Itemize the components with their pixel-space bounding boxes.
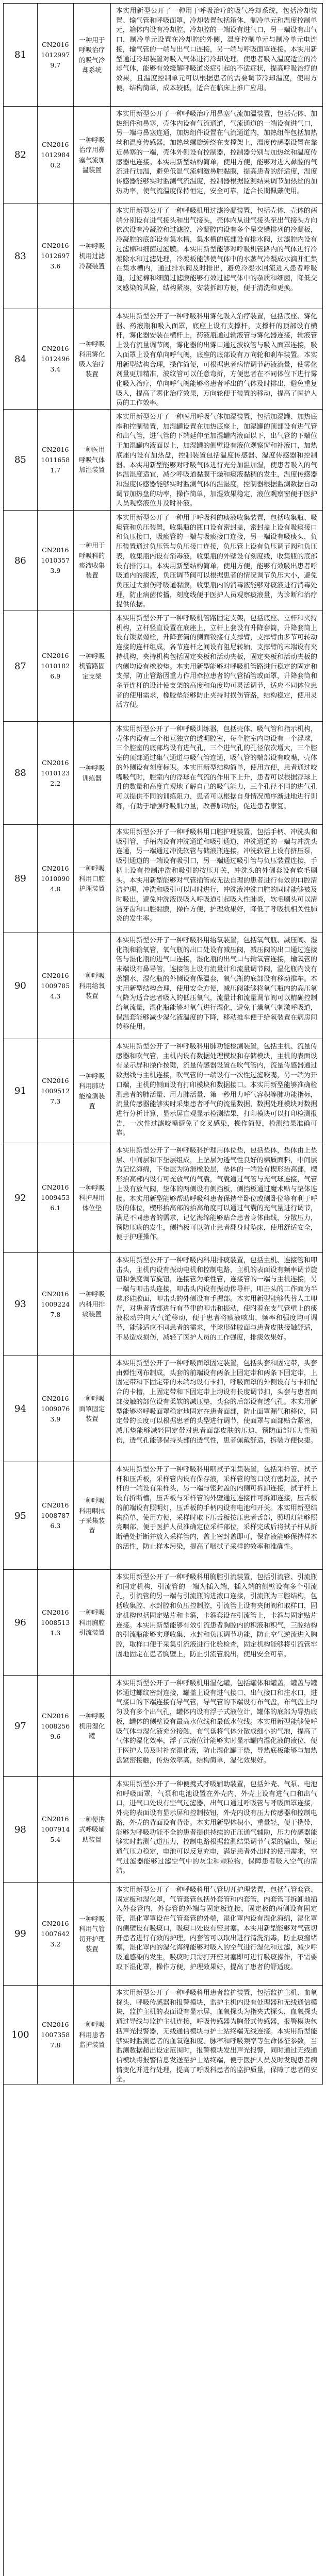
patent-number bbox=[38, 1462, 74, 1570]
table-row bbox=[4, 825, 323, 933]
patent-number bbox=[38, 1570, 74, 1676]
table-row bbox=[4, 1039, 323, 1143]
patent-name bbox=[74, 309, 111, 410]
patent-abstract-text: 本实用新型公开了一种便携式呼吸辅助装置，包括外壳、气泵、电池和呼吸面罩，气泵和电池设置在外壳内，外壳上设有进气口和出气口，进气口处设有空气过滤器，出气口通过呼吸管与呼吸面罩连接，外壳的表面设有显示屏和控制按钮，外壳内设有压力传感器和控制电路，外壳的背面设有背带。本实用新型体积小，重量轻，便于携带，能够为呼吸功能不全的患者提供持续的正压通气辅助，压力传感器能够实时监测气道压力，控制电路根据监测结果调节气泵的输出，保证通气压力稳定，电池可以反复充电，满足患者外出时的使用需求，空气过滤器能够过滤空气中的灰尘和颗粒物，保障患者吸入空气的清洁。 bbox=[116, 1781, 318, 1875]
row-number bbox=[4, 204, 38, 309]
patent-name-text: 一种呼吸科用患者监护装置 bbox=[79, 2021, 105, 2049]
patent-number-text: CN201610097854.3 bbox=[41, 971, 70, 1000]
row-number-text: 90 bbox=[14, 980, 26, 991]
patent-abstract bbox=[111, 1143, 323, 1253]
patent-number-text: CN201610090763.9 bbox=[41, 1394, 70, 1423]
patent-abstract bbox=[111, 722, 323, 825]
patent-name-text: 一种呼吸科用给氧装置 bbox=[79, 972, 105, 1000]
patent-number-text: CN201610129840.2 bbox=[41, 140, 70, 169]
patent-abstract-text: 本实用新型公开了一种呼吸科用咽拭子采集装置，包括采样管、拭子杆和压舌板，采样管内设有保存液，采样管的管口设有密封盖，拭子杆的一端设有采样头，另一端与密封盖的内侧可拆卸连接，拭子杆上设有折断槽，压舌板与采样管的外壁通过连接件可拆卸连接，压舌板的前端设有照明灯，压舌板的手柄内设有电池和开关。本实用新型结构简单，使用方便，采样时取下压舌板按压患者舌部，照明灯能够照亮咽部，便于医护人员准确定位采样部位，采样完成后将拭子杆从折断槽处折断并放入采样管内，盖上密封盖即可，保存液能够保持样本的活性，防止样本污染，提高了咽拭子采样的效率和准确性。 bbox=[116, 1466, 318, 1551]
row-number bbox=[4, 611, 38, 722]
patent-abstract bbox=[111, 309, 323, 410]
row-number bbox=[4, 511, 38, 611]
row-number bbox=[4, 1462, 38, 1570]
row-number bbox=[4, 1570, 38, 1676]
patent-abstract-text: 本实用新型公开了一种医用呼吸气体加湿装置，包括加湿罐、加热底座和控制装置，加湿罐设置在加热底座上，加湿罐的顶部设有进气管和出气管，进气管的下端延伸至加湿罐内液面以下，出气管的下端位于加湿罐内液面以上，加湿罐的侧壁设有液位观察窗和补液口，加热底座内设有加热盘，控制装置包括温度传感器、湿度传感器和控制器。本实用新型能够对呼吸气体进行充分加温加湿，使患者吸入的气体温湿度适宜，减少呼吸道黏膜干燥和痰液黏稠的发生，温度传感器和湿度传感器能够实时监测气体的温湿度，控制器根据监测数据自动调节加热盘的功率，操作简单，加湿效果稳定，液位观察窗便于医护人员观察液位并及时补液。 bbox=[116, 413, 318, 508]
table-row bbox=[4, 107, 323, 204]
patent-name bbox=[74, 511, 111, 611]
patent-name bbox=[74, 1039, 111, 1143]
patent-number bbox=[38, 4, 74, 107]
patent-abstract bbox=[111, 933, 323, 1039]
patent-number-text: CN201610073587.8 bbox=[41, 2020, 70, 2049]
patent-name-text: 一种医用呼吸气体加湿装置 bbox=[79, 446, 105, 474]
patent-name-text: 一种呼吸科用胸腔引流装置 bbox=[79, 1608, 105, 1637]
patent-number bbox=[38, 1777, 74, 1883]
patent-number bbox=[38, 204, 74, 309]
table-row bbox=[4, 1462, 323, 1570]
patent-name-text: 一种呼吸面罩固定装置 bbox=[79, 1395, 105, 1423]
patent-name-text: 一种呼吸训练器 bbox=[79, 764, 105, 782]
patent-abstract bbox=[111, 204, 323, 309]
row-number bbox=[4, 1676, 38, 1777]
patent-name-text: 一种便携式呼吸辅助装置 bbox=[79, 1815, 105, 1843]
patent-name-text: 一种呼吸机管路固定支架 bbox=[79, 652, 105, 680]
patent-number-text: CN201610076423.2 bbox=[41, 1919, 70, 1948]
row-number-text: 91 bbox=[14, 1086, 26, 1096]
patent-abstract-text: 本实用新型公开了一种呼吸科用雾化吸入治疗装置，包括底座、雾化器、药液瓶和吸入面罩，底座上设有支撑杆，支撑杆的顶部设有横杆，雾化器安装在横杆上，药液瓶通过输液管与雾化器连接，输液管上设有流量调节阀，雾化器的出雾口通过波纹管与吸入面罩连接，吸入面罩上设有单向呼气阀，底座的底部设有万向轮和刹车装置。本实用新型结构合理，操作简便，可根据患者病情调节药液流量，使雾化剂量更加精准，波纹管可以任意弯折，方便患者在不同体位下进行雾化吸入治疗，单向呼气阀能够将患者呼出的气体及时排出，避免重复吸入，提高了雾化治疗效果，万向轮便于装置的移动，提高了医护人员的工作效率。 bbox=[116, 313, 318, 408]
patent-number-text: CN201610129979.7 bbox=[41, 40, 70, 69]
row-number-text: 96 bbox=[14, 1617, 26, 1628]
patent-name-text: 一种呼吸科用咽拭子采集装置 bbox=[79, 1497, 105, 1535]
row-number bbox=[4, 1143, 38, 1253]
row-number bbox=[4, 933, 38, 1039]
table-row bbox=[4, 204, 323, 309]
row-number bbox=[4, 722, 38, 825]
patent-abstract bbox=[111, 1986, 323, 2084]
patent-abstract-text: 本实用新型公开了一种呼吸科用胸腔引流装置，包括引流管、引流瓶和固定机构，引流管的一端为插入端，插入端的侧壁设有多个引流孔，引流管的另一端与引流瓶的进液口连接，引流瓶为三腔结构，包括收集腔、水封腔和负压控制腔，引流管上设有夹闭阀和取样口，固定机构包括固定贴片和卡箍，卡箍套设在引流管上，卡箍与固定贴片连接。本实用新型能够有效引流患者胸腔内的积液和积气，三腔结构的引流瓶能够实现收集、水封和负压调节功能，防止空气逆流进入胸腔，取样口便于采集引流液进行化验检查，固定机构能够将引流管牢固地固定在患者胸壁上，防止引流管脱出，使用安全可靠。 bbox=[116, 1573, 318, 1658]
row-number bbox=[4, 1039, 38, 1143]
patent-name-text: 一种呼吸内科用排痰装置 bbox=[79, 1290, 105, 1318]
patent-abstract-text: 本实用新型公开了一种呼吸治疗用鼻塞气流加温装置，包括壳体、加热组件和鼻塞，壳体内设有气流通道，气流通道的一端设有进气口，另一端与鼻塞连通，加热组件设置在气流通道内，加热组件包括加热丝和温度传感器，加热丝螺旋缠绕在支撑架上，温度传感器设置在靠近鼻塞的一端，壳体外侧设有控制器，控制器分别与加热丝和温度传感器电连接。本实用新型结构简单，使用方便，能够对进入鼻腔的气流进行加温，避免低温气流刺激鼻腔黏膜，提高患者的舒适度，温度传感器能够实时监测气流温度，控制器根据监测结果调节加热丝的加热功率，使气流温度保持恒定，安全可靠，适合长期佩戴使用。 bbox=[116, 110, 318, 195]
table-row bbox=[4, 511, 323, 611]
patent-number-text: CN201610092247.8 bbox=[41, 1290, 70, 1318]
patent-name bbox=[74, 1883, 111, 1986]
patent-abstract-text: 本实用新型公开了一种呼吸科用患者监护装置，包括监护主机、血氧探头、呼吸传感器和报警模块，监护主机内设有处理器和无线通信模块，监护主机的表面设有显示屏，血氧探头为指夹式探头，血氧探头通过导线与监护主机连接，呼吸传感器为胸带式传感器，报警模块包括声光报警器，无线通信模块与护士站终端无线连接。本实用新型能够实时监测患者的血氧饱和度、脉率和呼吸频率等生命体征参数，当监测数据超出设定范围时，报警模块发出声光报警，同时通过无线通信模块将报警信息发送至护士站终端，便于医护人员及时发现患者病情变化并进行处理，提高了呼吸科患者的监护质量，保障了患者的安全。 bbox=[116, 1989, 318, 2084]
row-number bbox=[4, 1883, 38, 1986]
patent-number-text: CN201610126973.6 bbox=[41, 242, 70, 270]
patent-number bbox=[38, 1986, 74, 2084]
patent-abstract-text: 本实用新型公开了一种呼吸机管路固定支架，包括底座、立杆和夹持机构，立杆竖直设置在底座上，立杆上套设有升降套筒，升降套筒上设有锁紧螺栓，升降套筒的侧面铰接有支撑臂，支撑臂由多节可转动连接的连杆组成，各节连杆之间设有阻尼转轴，支撑臂的末端设有夹持机构，夹持机构包括固定夹板和活动夹板，固定夹板和活动夹板的内侧均设有橡胶垫。本实用新型能够对呼吸机管路进行稳定的固定和支撑，防止管路因重力作用牵拉患者的气管插管或面罩，升降套筒和多节连杆的设计使支架的高度和角度均可灵活调节，适应不同体位患者的使用需求，橡胶垫能够防止夹持时损伤管路，结构稳定，使用灵活方便。 bbox=[116, 615, 318, 709]
patent-abstract-text: 本实用新型公开了一种呼吸科护理用体位垫，包括垫体，垫体由上垫层、中间层和下垫层组成，上垫层为透气性良好的棉质面料，中间层为记忆海绵，下垫层为防滑橡胶层，垫体的一端设有楔形抬高部，楔形抬高部内设有可充放气的气囊，气囊通过气管与充气球连接，气管上设有放气阀，垫体的两侧设有侧挡板，侧挡板通过魔术贴与垫体连接。本实用新型能够帮助呼吸科患者保持半卧位或侧卧位等有利于呼吸的体位，楔形抬高部的抬高角度可以通过气囊的充气量进行调节，满足不同患者的需求，记忆海绵能够贴合患者身体曲线，分散压力，预防压疮的发生，侧挡板可以防止患者翻身时坠床，使用舒适安全，便于护理操作。 bbox=[116, 1147, 318, 1242]
patent-number-text: CN201610094536.1 bbox=[41, 1183, 70, 1212]
patent-name bbox=[74, 1143, 111, 1253]
patent-name bbox=[74, 1570, 111, 1676]
patent-name-text: 一种呼吸科用气管切开护理装置 bbox=[79, 1914, 105, 1953]
patent-abstract bbox=[111, 1039, 323, 1143]
patent-name-text: 一种呼吸机用湿化罐 bbox=[79, 1712, 105, 1740]
patent-number-text: CN201610101826.9 bbox=[41, 652, 70, 680]
patent-number-text: CN201610087876.3 bbox=[41, 1501, 70, 1530]
patent-number bbox=[38, 722, 74, 825]
patent-number-text: CN201610082569.6 bbox=[41, 1711, 70, 1740]
patent-abstract-text: 本实用新型公开了一种呼吸科用给氧装置，包括氧气瓶、减压阀、湿化瓶和输氧管，氧气瓶的出口处设有减压阀，减压阀的出口通过连接管与湿化瓶的进气口连接，湿化瓶的出气口与输氧管连接，输氧管的末端设有鼻导管，连接管上设有流量计和流量调节阀，湿化瓶内设有蒸馏水，湿化瓶的外侧设有保温套，氧气瓶的底部设有移动推车。本实用新型结构合理，使用安全方便，减压阀能够将氧气瓶内的高压氧气降为适合患者吸入的低压氧气，流量计和流量调节阀可以精确控制给氧流量，湿化瓶能够对氧气进行湿化，避免干燥氧气刺激呼吸道，保温套能够减少湿化液温度的下降，移动推车便于给氧装置在病房间转移使用。 bbox=[116, 937, 318, 1031]
patent-number bbox=[38, 309, 74, 410]
row-number-text: 92 bbox=[14, 1192, 26, 1204]
row-number-text: 89 bbox=[14, 873, 26, 884]
table-row bbox=[4, 1986, 323, 2084]
table-row bbox=[4, 1777, 323, 1883]
table-row bbox=[4, 1570, 323, 1676]
patent-abstract-text: 本实用新型公开了一种呼吸训练器，包括壳体、吸气管和指示机构，壳体内设有三个相互独立的透明腔室，每个腔室内均设有一个浮球，三个腔室的底部均设有进气孔，三个进气孔的孔径依次增大，三个腔室的顶部通过集气通道与吸气管连通，吸气管的端部设有咬嘴，壳体的外侧设有刻度标识。本实用新型结构简单，使用方便，患者通过咬嘴吸气时，腔室内的浮球在气流的作用下上升，患者可以根据浮球上升的数量和高度直观地了解自己的吸气能力，三个孔径不同的进气孔可以提供不同的训练阻力，患者可以根据自身情况循序渐进地进行训练，有助于增强呼吸肌力量，改善肺功能，促进患者康复。 bbox=[116, 725, 318, 810]
patent-number bbox=[38, 1253, 74, 1356]
patent-name bbox=[74, 825, 111, 933]
row-number-text: 98 bbox=[14, 1824, 26, 1835]
table-row bbox=[4, 1676, 323, 1777]
table-row bbox=[4, 611, 323, 722]
table-row bbox=[4, 1356, 323, 1462]
patent-abstract-text: 本实用新型公开了一种用于呼吸治疗的吸气冷却系统，包括冷却装置、输气管和呼吸面罩，冷却装置包括箱体、制冷单元和温度控制单元，箱体内设有冷却腔，冷却腔的一端设有进气口，另一端设有出气口，制冷单元设置在冷却腔的外侧，温度控制单元与制冷单元电连接，输气管的一端与出气口连接，另一端与呼吸面罩连接。本实用新型通过冷却装置对吸入气体进行冷却处理，使患者吸入温度适宜的冷却气体，能够有效缓解呼吸道炎症引起的不适症状，提高呼吸治疗的效果，且温度控制单元可以根据患者的需要调节冷却温度，使用方便，结构简单，成本较低，适合在临床上推广应用。 bbox=[116, 7, 318, 92]
row-number bbox=[4, 1986, 38, 2084]
patent-abstract bbox=[111, 1883, 323, 1986]
row-number-text: 93 bbox=[14, 1299, 26, 1310]
patent-number-text: CN201610095127.3 bbox=[41, 1076, 70, 1105]
patent-name bbox=[74, 1253, 111, 1356]
table-row bbox=[4, 4, 323, 107]
patent-number-text: CN201610085131.3 bbox=[41, 1608, 70, 1637]
row-number-text: 82 bbox=[14, 149, 26, 160]
patent-name bbox=[74, 107, 111, 204]
patent-number-text: CN201610101232.2 bbox=[41, 758, 70, 787]
patent-name-text: 一种呼吸机用过滤冷凝装置 bbox=[79, 242, 105, 270]
patent-number bbox=[38, 1143, 74, 1253]
row-number-text: 94 bbox=[14, 1403, 26, 1414]
patent-number bbox=[38, 1883, 74, 1986]
row-number bbox=[4, 1253, 38, 1356]
patent-name bbox=[74, 4, 111, 107]
patent-abstract bbox=[111, 1253, 323, 1356]
patent-name-text: 一种呼吸科用雾化吸入治疗装置 bbox=[79, 340, 105, 378]
patent-abstract bbox=[111, 511, 323, 611]
table-row bbox=[4, 309, 323, 410]
patent-abstract-text: 本实用新型公开了一种呼吸科用口腔护理装置，包括手柄、冲洗头和吸引管，手柄内设有冲洗通道和吸引通道，冲洗通道的一端与冲洗头连通，另一端通过冲洗软管与储液瓶连接，冲洗软管上设有挤压泵，吸引通道的一端设有吸引口，另一端通过吸引管与负压装置连接，手柄上设有控制冲洗和吸引的按压开关，冲洗头的外侧套设有软毛刷头。本实用新型能够对气管插管或无法自理的患者进行有效的口腔清洁护理，冲洗和吸引可以同时进行，冲洗液冲洗口腔的同时能够被及时吸出，避免冲洗液误吸入呼吸道引起吸入性肺炎，软毛刷头可以清洁牙齿和口腔黏膜，操作方便，护理效果好，降低了呼吸机相关性肺炎的发生率。 bbox=[116, 828, 318, 923]
patent-abstract bbox=[111, 1462, 323, 1570]
patent-number bbox=[38, 1356, 74, 1462]
patent-abstract bbox=[111, 825, 323, 933]
patent-number bbox=[38, 107, 74, 204]
row-number-text: 100 bbox=[11, 2029, 29, 2040]
row-number-text: 95 bbox=[14, 1510, 26, 1521]
patent-name-text: 一种呼吸治疗用鼻塞气流加温装置 bbox=[79, 135, 105, 174]
patent-number-text: CN201610103573.9 bbox=[41, 546, 70, 574]
patent-name bbox=[74, 1356, 111, 1462]
patent-number bbox=[38, 511, 74, 611]
patent-abstract bbox=[111, 1676, 323, 1777]
table-row bbox=[4, 1143, 323, 1253]
table-row bbox=[4, 410, 323, 511]
patent-abstract bbox=[111, 410, 323, 511]
patent-number bbox=[38, 1039, 74, 1143]
patent-abstract-text: 本实用新型公开了一种呼吸科用气管切开护理装置，包括气管套管、固定板和湿化罩，气管套管包括外套管和内套管，内套管可拆卸地插入外套管内，外套管的外端与固定板连接，固定板的两侧设有固定带，湿化罩罩设在气管套管的外端，湿化罩内设有湿化海绵，湿化罩的侧壁设有吸痰口，吸痰口处设有密封塞。本实用新型能够对气管切开患者进行有效的护理，内套管可以取出进行清洗消毒，防止痰痂堵塞，湿化罩内的湿化海绵能够对吸入的空气进行湿化和过滤，减少呼吸道感染的发生，吸痰时只需打开密封塞即可进行吸痰操作，不需要取下湿化罩，操作方便，护理效果好，提高了患者的舒适度。 bbox=[116, 1886, 318, 1971]
row-number bbox=[4, 4, 38, 107]
patent-name bbox=[74, 933, 111, 1039]
row-number-text: 86 bbox=[14, 555, 26, 566]
row-number bbox=[4, 1356, 38, 1462]
patent-number-text: CN201610079145.4 bbox=[41, 1815, 70, 1843]
patent-number bbox=[38, 410, 74, 511]
row-number bbox=[4, 410, 38, 511]
row-number-text: 83 bbox=[14, 250, 26, 262]
row-number bbox=[4, 825, 38, 933]
patent-number bbox=[38, 933, 74, 1039]
row-number-text: 81 bbox=[14, 49, 26, 60]
patent-number-text: CN201610100904.8 bbox=[41, 864, 70, 893]
patent-abstract bbox=[111, 1777, 323, 1883]
patent-abstract-text: 本实用新型公开了一种呼吸机用过滤冷凝装置，包括壳体，壳体的两端分别设有进气接头和出气接头，壳体内从进气接头至出气接头方向依次设有冷凝腔和过滤腔，冷凝腔内设有多个呈交错排列的冷凝板，冷凝腔的底部设有集水槽，集水槽的底部设有排水阀，过滤腔内设有过滤棉和细菌过滤膜。本实用新型能够对呼吸机管路内的气体进行冷凝除水和过滤处理，冷凝板能够使气体中的水蒸气冷凝成水滴并汇集在集水槽内，通过排水阀及时排出，避免冷凝水回流进入患者呼吸道，过滤棉和细菌过滤膜能够有效过滤气体中的杂质和细菌，降低交叉感染的风险，结构紧凑，安装拆卸方便，便于清洗和更换。 bbox=[116, 207, 318, 292]
patent-name bbox=[74, 204, 111, 309]
patent-abstract-text: 本实用新型公开了一种呼吸面罩固定装置，包括头套和固定带，头套由弹性网布制成，头套的前端设有两条上固定带和两条下固定带，上固定带和下固定带的末端均设有卡扣，呼吸面罩的外侧设有与卡扣配合的卡槽，上固定带和下固定带上均设有长度调节扣，头套与患者面部接触的部位设有柔软的减压垫，头套的后部设有透气孔。本实用新型能够将呼吸面罩稳定地固定在患者面部，防止面罩漏气和移位，固定带的长度可以根据患者的头型进行调节，使面罩与面部贴合紧密，减压垫能够减轻固定带对患者面部皮肤的压迫，预防面部压力性损伤，透气孔能够保持头部的透气性，患者佩戴舒适，拆装方便快捷。 bbox=[116, 1360, 318, 1445]
patent-name bbox=[74, 722, 111, 825]
patent-name-text: 一种呼吸科用口腔护理装置 bbox=[79, 865, 105, 893]
patent-table bbox=[3, 3, 323, 2576]
row-number bbox=[4, 107, 38, 204]
patent-abstract bbox=[111, 1356, 323, 1462]
patent-name-text: 一种用于呼吸科的痰液收集装置 bbox=[79, 541, 105, 580]
table-row bbox=[4, 722, 323, 825]
table-row bbox=[4, 1253, 323, 1356]
patent-name bbox=[74, 1676, 111, 1777]
table-row bbox=[4, 1883, 323, 1986]
row-number bbox=[4, 1777, 38, 1883]
patent-name bbox=[74, 410, 111, 511]
patent-name-text: 一种用于呼吸治疗的吸气冷却系统 bbox=[79, 36, 105, 74]
patent-abstract-text: 本实用新型公开了一种呼吸内科用排痰装置，包括主机、连接管和叩击头，主机内设有振动电机和控制电路，主机的表面设有频率调节旋钮和强度调节旋钮，连接管为柔性管，连接管的一端与主机连接，另一端与叩击头连接，叩击头内设有振动传导杆，叩击头的工作面为半球形硅胶面，叩击头的外侧设有手握部。本实用新型能够代替人工叩背，对患者背部进行有节律的叩击和振动，使附着在支气管壁上的痰液松动并向大气道移动，便于患者将痰液咳出，频率和强度均可调节，能够适应不同患者的需求，半球形硅胶面与患者皮肤接触舒适，不易造成损伤，减轻了医护人员的工作强度，排痰效果好。 bbox=[116, 1257, 318, 1342]
patent-abstract bbox=[111, 107, 323, 204]
row-number-text: 88 bbox=[14, 768, 26, 778]
row-number-text: 97 bbox=[14, 1721, 26, 1732]
row-number-text: 87 bbox=[14, 660, 26, 672]
patent-number bbox=[38, 825, 74, 933]
row-number-text: 85 bbox=[14, 454, 26, 465]
patent-abstract bbox=[111, 611, 323, 722]
patent-abstract-text: 本实用新型公开了一种用于呼吸科的痰液收集装置，包括收集瓶、吸痰管和负压装置，收集瓶的瓶口设有密封盖，密封盖上设有吸痰接口和负压接口，吸痰管的一端与吸痰接口连接，另一端设有吸痰头，负压装置通过负压管与负压接口连接，负压管上设有负压调节阀和负压表，收集瓶内设有消毒液，收集瓶的外壁设有刻度线，收集瓶的底部设有排污口。本实用新型结构简单，使用方便，能够有效吸出患者呼吸道内的痰液，负压调节阀可以根据患者的情况调节负压大小，避免负压过大损伤呼吸道黏膜，收集瓶内的消毒液能够对痰液进行消毒处理，防止病菌传播，刻度线便于医护人员观察痰液量，为诊断和治疗提供依据。 bbox=[116, 514, 318, 609]
patent-abstract bbox=[111, 4, 323, 107]
row-number-text: 99 bbox=[14, 1928, 26, 1939]
patent-number bbox=[38, 1676, 74, 1777]
patent-name-text: 一种呼吸科用肺功能检测装置 bbox=[79, 1072, 105, 1110]
patent-number bbox=[38, 611, 74, 722]
row-number-text: 84 bbox=[14, 353, 26, 365]
table-row bbox=[4, 933, 323, 1039]
patent-abstract-text: 本实用新型公开了一种呼吸机用湿化罐，包括罐体和罐盖，罐盖与罐体通过螺纹密封连接，罐盖上设有进气接口、出气接口和注水口，进气接口的下端连接有导气管，导气管的下端设有布气盘，布气盘上均匀设有多个出气孔，罐体内设有浮子式液位计，罐体的底部为导热底板，罐体的侧壁设有最高水位线和最低水位线。本实用新型能够使呼吸气体与湿化液充分接触，布气盘将气体分散成细小的气泡，提高了气体的湿化效率，浮子式液位计能够实时显示罐内湿化液的液位，便于医护人员及时补充湿化液，防止湿化罐干烧，导热底板能够与加热盘紧密接触，传热效率高，结构简单，湿化效果好。 bbox=[116, 1680, 318, 1765]
patent-name-text: 一种呼吸科护理用体位垫 bbox=[79, 1183, 105, 1212]
patent-name bbox=[74, 1986, 111, 2084]
patent-number-text: CN201610116581.7 bbox=[41, 445, 70, 474]
patent-name bbox=[74, 1462, 111, 1570]
row-number bbox=[4, 309, 38, 410]
patent-name bbox=[74, 611, 111, 722]
patent-name bbox=[74, 1777, 111, 1883]
patent-abstract-text: 本实用新型公开了一种呼吸科用肺功能检测装置，包括主机、流量传感器和吹气管，主机内设有数据处理模块和存储模块，主机的表面设有显示屏和操作按键，流量传感器设置在吹气管内，流量传感器通过数据线与主机连接，吹气管的一端设有一次性过滤咬嘴，另一端为开口端，主机的侧面设有打印模块和数据接口。本实用新型能够准确检测患者的肺活量、用力肺活量、第一秒用力呼气容积等肺功能指标，流量传感器能够实时采集患者呼气的流量数据，数据处理模块对数据进行分析计算，显示屏直观显示检测结果，打印模块可以打印检测报告，一次性过滤咬嘴避免了交叉感染，操作简便，检测结果准确可靠。 bbox=[116, 1043, 318, 1138]
patent-abstract bbox=[111, 1570, 323, 1676]
patent-number-text: CN201610124963.4 bbox=[41, 345, 70, 373]
